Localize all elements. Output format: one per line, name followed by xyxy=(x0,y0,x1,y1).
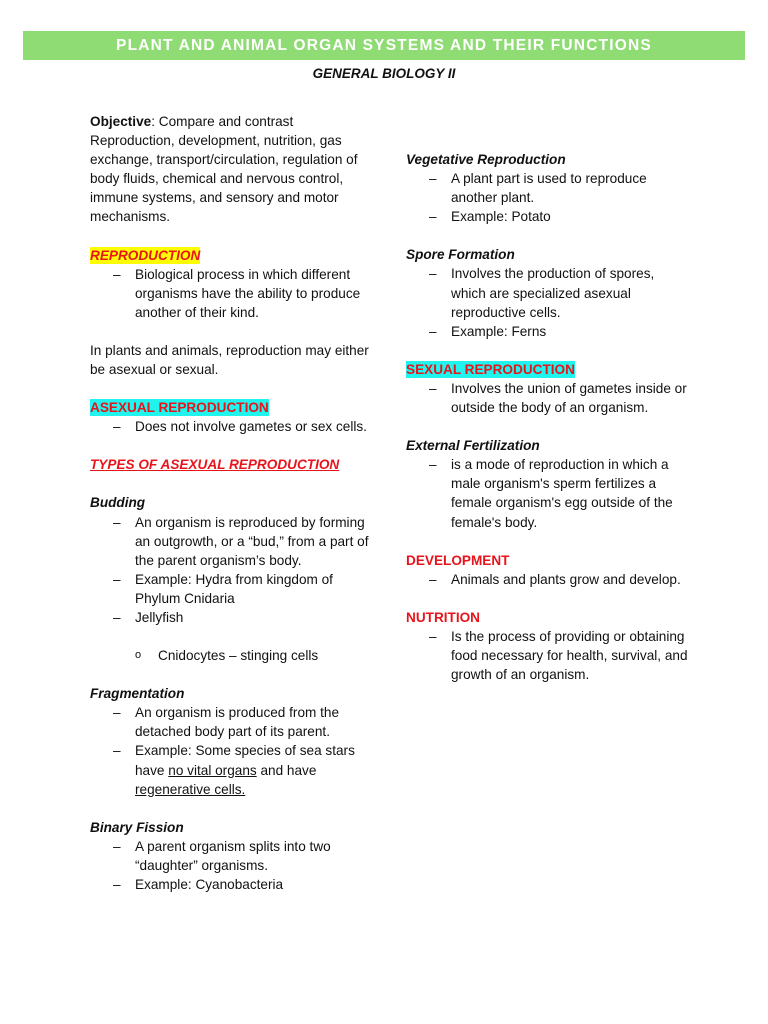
dash-bullet: – xyxy=(429,628,437,644)
nutrition-list xyxy=(406,627,691,684)
binary-fission-title: Binary Fission xyxy=(90,819,184,835)
reproduction-note: In plants and animals, reproduction may either be asexual or sexual. xyxy=(90,342,369,378)
dash-bullet: – xyxy=(429,266,437,282)
dash-bullet: – xyxy=(113,705,121,721)
list-item: – Example: Hydra from kingdom of Phylum Cnidaria xyxy=(113,571,333,606)
list-item: – An organism is reproduced by forming an outgrowth, or a “bud,” from a part of the parent organism’s body. xyxy=(113,514,369,568)
dash-bullet: – xyxy=(429,171,437,187)
list-item: – Animals and plants grow and develop. xyxy=(406,570,691,589)
dash-bullet: – xyxy=(113,609,121,625)
list-item: – Involves the production of spores, which are specialized asexual reproductive cells. xyxy=(429,266,655,320)
development-list xyxy=(406,570,691,589)
circle-bullet: o xyxy=(135,649,142,662)
development-heading: DEVELOPMENT xyxy=(406,552,510,568)
asexual-heading: ASEXUAL REPRODUCTION xyxy=(90,400,269,416)
dash-bullet: – xyxy=(429,457,437,473)
budding-title: Budding xyxy=(90,495,146,511)
list-item: – Does not involve gametes or sex cells. xyxy=(90,417,375,436)
types-heading: TYPES OF ASEXUAL REPRODUCTION xyxy=(90,457,340,473)
list-item: – Biological process in which different organisms have the ability to produce another of their kind. xyxy=(113,266,361,320)
spore-title: Spore Formation xyxy=(406,247,515,263)
spore-list xyxy=(406,264,691,340)
sexual-heading: SEXUAL REPRODUCTION xyxy=(406,361,575,377)
list-item: – Is the process of providing or obtaining food necessary for health, survival, and growth of an organism. xyxy=(429,628,688,683)
dash-bullet: – xyxy=(113,266,121,282)
external-title: External Fertilization xyxy=(406,438,540,454)
dash-bullet: – xyxy=(113,743,121,759)
vegetative-list xyxy=(406,169,691,226)
reproduction-heading: REPRODUCTION xyxy=(90,247,201,263)
dash-bullet: – xyxy=(429,571,437,587)
objective-label: Objective xyxy=(90,114,152,129)
list-item: – Involves the union of gametes inside or outside the body of an organism. xyxy=(429,380,687,416)
page-title: PLANT AND ANIMAL ORGAN SYSTEMS AND THEIR FUNCTIONS xyxy=(116,36,652,54)
dash-bullet: – xyxy=(429,209,437,225)
asexual-list xyxy=(90,417,375,436)
underlined-text: regenerative cells. xyxy=(135,781,246,797)
objective-paragraph xyxy=(90,112,375,227)
budding-list xyxy=(90,513,375,666)
external-list xyxy=(406,455,691,531)
sub-list-item: o Cnidocytes – stinging cells xyxy=(90,646,375,665)
list-item: – An organism is produced from the detached body part of its parent. xyxy=(113,705,340,740)
binary-fission-list xyxy=(90,837,375,894)
list-item: – Example: Some species of sea stars have no vital organs and have regenerative cells. xyxy=(113,743,355,797)
vegetative-title: Vegetative Reproduction xyxy=(406,152,566,167)
fragmentation-title: Fragmentation xyxy=(90,686,185,702)
dash-bullet: – xyxy=(113,838,121,854)
right-column xyxy=(406,150,691,684)
fragmentation-list xyxy=(90,703,375,798)
nutrition-heading: NUTRITION xyxy=(406,609,481,625)
dash-bullet: – xyxy=(429,323,437,339)
dash-bullet: – xyxy=(429,380,437,396)
list-item: – A plant part is used to reproduce another plant. xyxy=(429,171,647,206)
dash-bullet: – xyxy=(113,877,121,892)
objective-text: : Compare and contrast Reproduction, development, nutrition, gas exchange, transport/circulation, regulation of body fluids, chemical and nervous control, immune systems, and sensory and motor mechanisms. xyxy=(90,114,358,225)
left-column xyxy=(90,112,375,894)
list-item: – A parent organism splits into two “daughter” organisms. xyxy=(113,838,331,873)
list-item: – Example: Potato xyxy=(406,207,691,226)
list-item: – is a mode of reproduction in which a male organism's sperm fertilizes a female organism's egg outside of the female's body. xyxy=(429,457,673,530)
list-item: – Example: Ferns xyxy=(406,322,691,341)
underlined-text: no vital organs xyxy=(168,762,257,778)
page-subtitle: GENERAL BIOLOGY II xyxy=(312,66,456,81)
dash-bullet: – xyxy=(113,419,121,435)
sexual-list xyxy=(406,379,691,417)
reproduction-list xyxy=(90,265,375,322)
list-item: – Example: Cyanobacteria xyxy=(90,875,375,894)
list-item: – Jellyfish xyxy=(90,608,375,627)
dash-bullet: – xyxy=(113,514,121,530)
title-banner xyxy=(23,31,745,60)
dash-bullet: – xyxy=(113,571,121,587)
